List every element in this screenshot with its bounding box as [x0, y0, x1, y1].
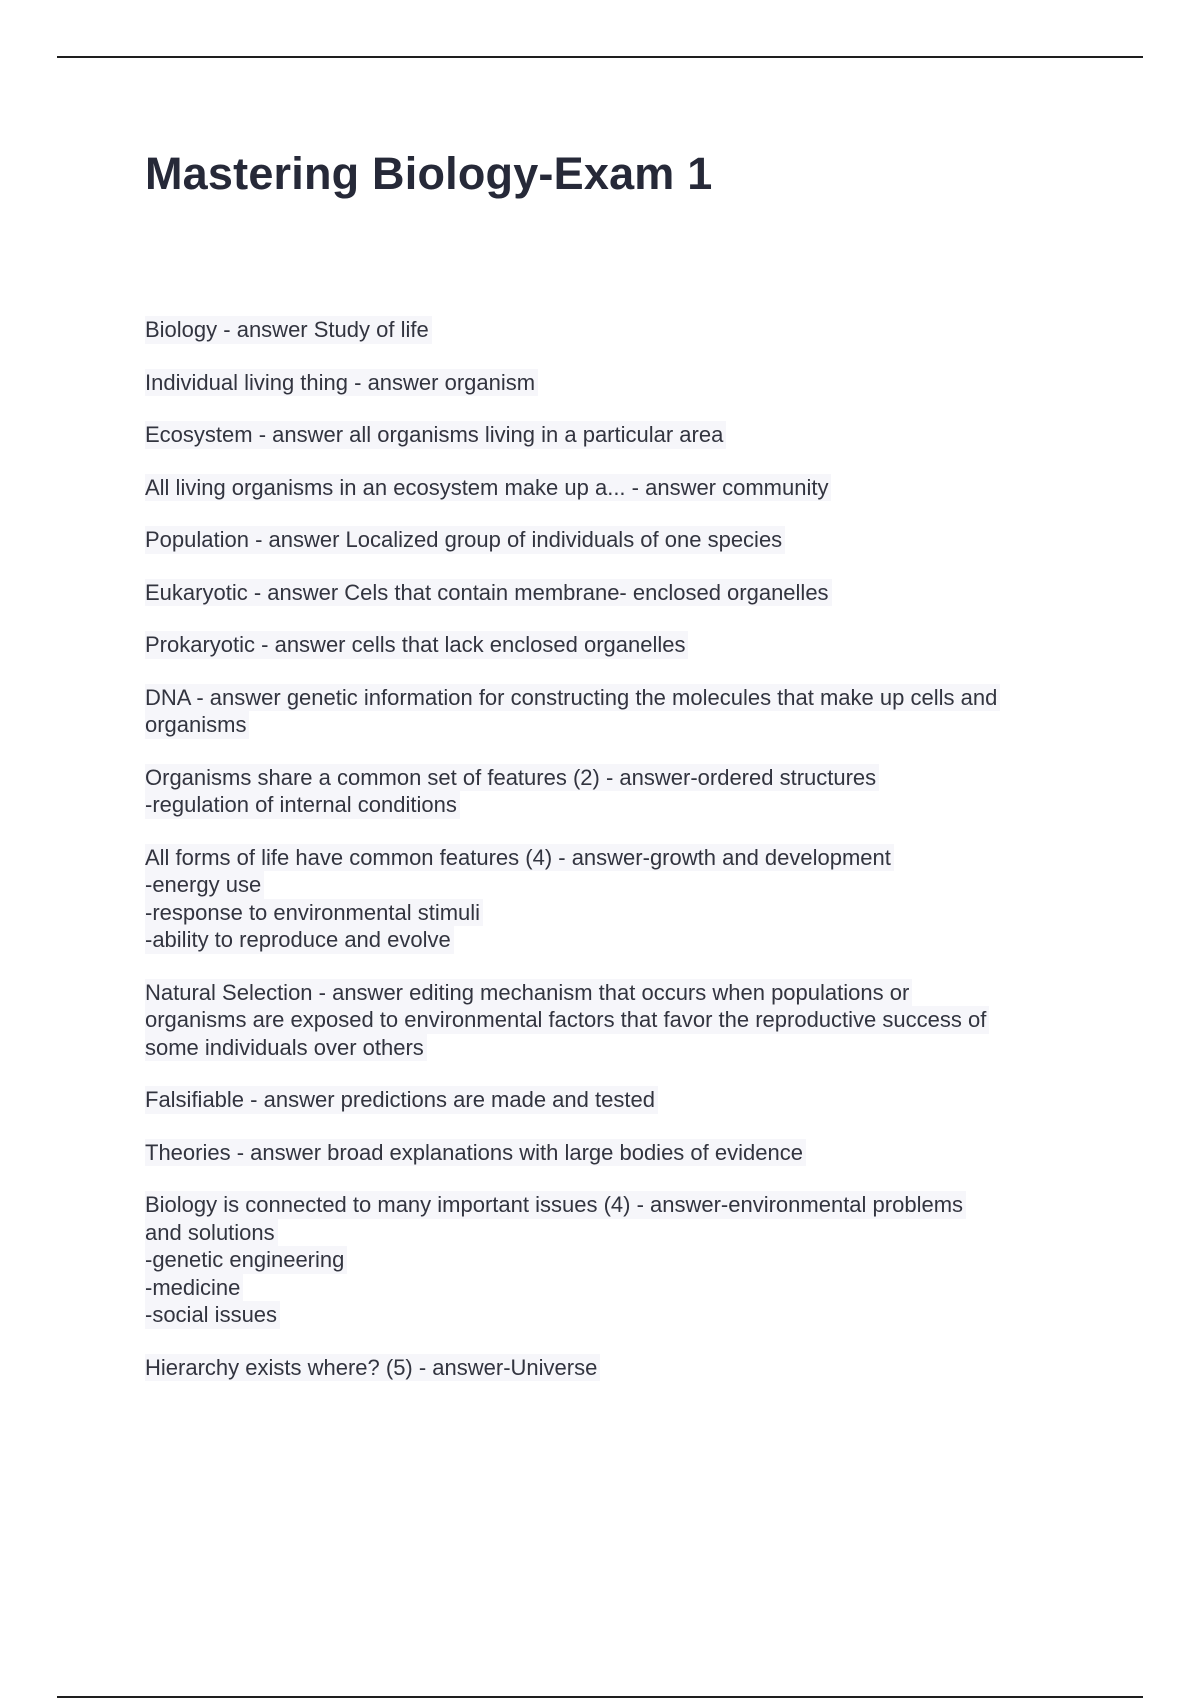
qa-entry-line: -genetic engineering — [145, 1246, 347, 1274]
qa-entry — [145, 1139, 1105, 1167]
qa-entry-line: Biology is connected to many important issues (4) - answer-environmental problems — [145, 1191, 966, 1219]
qa-entry-line: DNA - answer genetic information for constructing the molecules that make up cells and — [145, 684, 1000, 712]
qa-entry — [145, 844, 1105, 954]
qa-entry — [145, 579, 1105, 607]
qa-entry-line: -medicine — [145, 1274, 243, 1302]
qa-entry-line: Organisms share a common set of features (2) - answer-ordered structures — [145, 764, 879, 792]
qa-entry-line: Hierarchy exists where? (5) - answer-Universe — [145, 1354, 600, 1382]
qa-entry — [145, 764, 1105, 819]
qa-entry — [145, 526, 1105, 554]
qa-entry — [145, 1086, 1105, 1114]
qa-entry — [145, 684, 1105, 739]
qa-entry-line: Individual living thing - answer organism — [145, 369, 538, 397]
qa-entry — [145, 421, 1105, 449]
qa-entry — [145, 316, 1105, 344]
qa-list — [145, 316, 1105, 1381]
qa-entry — [145, 631, 1105, 659]
top-rule — [57, 56, 1143, 58]
qa-entry-line: Prokaryotic - answer cells that lack enclosed organelles — [145, 631, 688, 659]
qa-entry-line: Natural Selection - answer editing mechanism that occurs when populations or — [145, 979, 912, 1007]
qa-entry-line: -energy use — [145, 871, 264, 899]
qa-entry-line: organisms are exposed to environmental factors that favor the reproductive success of — [145, 1006, 989, 1034]
qa-entry — [145, 1191, 1105, 1329]
qa-entry-line: All forms of life have common features (4) - answer-growth and development — [145, 844, 894, 872]
qa-entry-line: -response to environmental stimuli — [145, 899, 483, 927]
qa-entry — [145, 474, 1105, 502]
document-page — [145, 140, 1105, 1406]
qa-entry-line: Population - answer Localized group of individuals of one species — [145, 526, 785, 554]
bottom-rule — [57, 1696, 1143, 1698]
qa-entry-line: and solutions — [145, 1219, 278, 1247]
qa-entry-line: organisms — [145, 711, 249, 739]
qa-entry-line: some individuals over others — [145, 1034, 427, 1062]
document-title: Mastering Biology-Exam 1 — [145, 148, 713, 199]
qa-entry-line: Biology - answer Study of life — [145, 316, 432, 344]
qa-entry-line: Ecosystem - answer all organisms living in a particular area — [145, 421, 726, 449]
qa-entry — [145, 1354, 1105, 1382]
qa-entry-line: -regulation of internal conditions — [145, 791, 460, 819]
qa-entry-line: -social issues — [145, 1301, 280, 1329]
qa-entry-line: Eukaryotic - answer Cels that contain membrane- enclosed organelles — [145, 579, 832, 607]
qa-entry-line: Falsifiable - answer predictions are made and tested — [145, 1086, 658, 1114]
qa-entry-line: All living organisms in an ecosystem make up a... - answer community — [145, 474, 831, 502]
qa-entry-line: -ability to reproduce and evolve — [145, 926, 454, 954]
qa-entry-line: Theories - answer broad explanations with large bodies of evidence — [145, 1139, 806, 1167]
qa-entry — [145, 979, 1105, 1062]
qa-entry — [145, 369, 1105, 397]
